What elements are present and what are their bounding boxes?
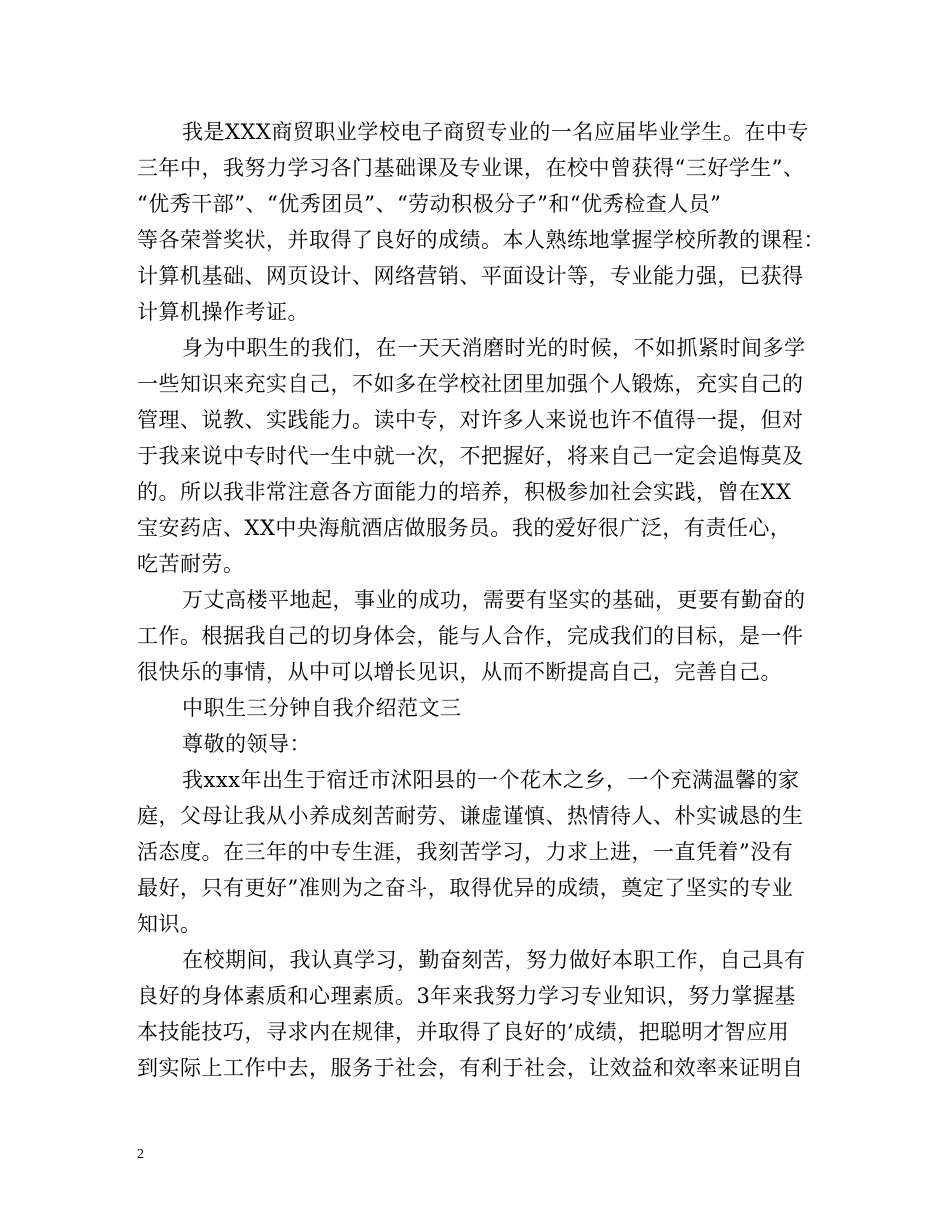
text-line: 在校期间，我认真学习，勤奋刻苦，努力做好本职工作，自己具有	[182, 948, 806, 972]
text-line: 很快乐的事情，从中可以增长见识，从而不断提高自己，完善自己。	[137, 660, 782, 684]
text-line: 身为中职生的我们，在一天天消磨时光的时候，不如抓紧时间多学	[182, 336, 806, 360]
text-line: 计算机操作考证。	[137, 300, 309, 324]
salutation: 尊敬的领导：	[182, 732, 311, 756]
text-line: 最好，只有更好”准则为之奋斗，取得优异的成绩，奠定了坚实的专业	[137, 876, 794, 900]
text-line: 万丈高楼平地起，事业的成功，需要有坚实的基础，更要有勤奋的	[182, 588, 806, 612]
text-line: 三年中，我努力学习各门基础课及专业课，在校中曾获得“三好学生”、	[137, 156, 805, 180]
text-line: 的。所以我非常注意各方面能力的培养，积极参加社会实践，曾在XX	[137, 480, 792, 504]
text-line: 庭，父母让我从小养成刻苦耐劳、谦虚谨慎、热情待人、朴实诚恳的生	[137, 804, 804, 828]
text-line: 一些知识来充实自己，不如多在学校社团里加强个人锻炼，充实自己的	[137, 372, 804, 396]
text-line: 良好的身体素质和心理素质。3年来我努力学习专业知识，努力掌握基	[137, 984, 796, 1008]
text-line: 到实际上工作中去，服务于社会，有利于社会，让效益和效率来证明自	[137, 1056, 804, 1080]
text-line: 宝安药店、XX中央海航酒店做服务员。我的爱好很广泛，有责任心，	[137, 516, 792, 540]
text-line: 我是XXX商贸职业学校电子商贸专业的一名应届毕业学生。在中专	[182, 120, 809, 144]
text-line: 我xxx年出生于宿迁市沭阳县的一个花木之乡，一个充满温馨的家	[182, 768, 800, 792]
section-heading: 中职生三分钟自我介绍范文三	[182, 696, 462, 720]
text-line: 本技能技巧，寻求内在规律，并取得了良好的’成绩，把聪明才智应用	[137, 1020, 790, 1044]
text-line: 于我来说中专时代一生中就一次，不把握好，将来自己一定会追悔莫及	[137, 444, 804, 468]
text-line: 工作。根据我自己的切身体会，能与人合作，完成我们的目标，是一件	[137, 624, 804, 648]
text-line: 活态度。在三年的中专生涯，我刻苦学习，力求上进，一直凭着”没有	[137, 840, 794, 864]
text-line: 等各荣誉奖状，并取得了良好的成绩。本人熟练地掌握学校所教的课程：	[137, 228, 825, 252]
text-line: “优秀干部”、“优秀团员”、“劳动积极分子”和“优秀检查人员”	[137, 192, 722, 216]
text-line: 管理、说教、实践能力。读中专，对许多人来说也许不值得一提，但对	[137, 408, 804, 432]
text-line: 计算机基础、网页设计、网络营销、平面设计等，专业能力强，已获得	[137, 264, 804, 288]
text-line: 知识。	[137, 912, 202, 936]
page-number: 2	[137, 1147, 144, 1162]
text-line: 吃苦耐劳。	[137, 552, 245, 576]
